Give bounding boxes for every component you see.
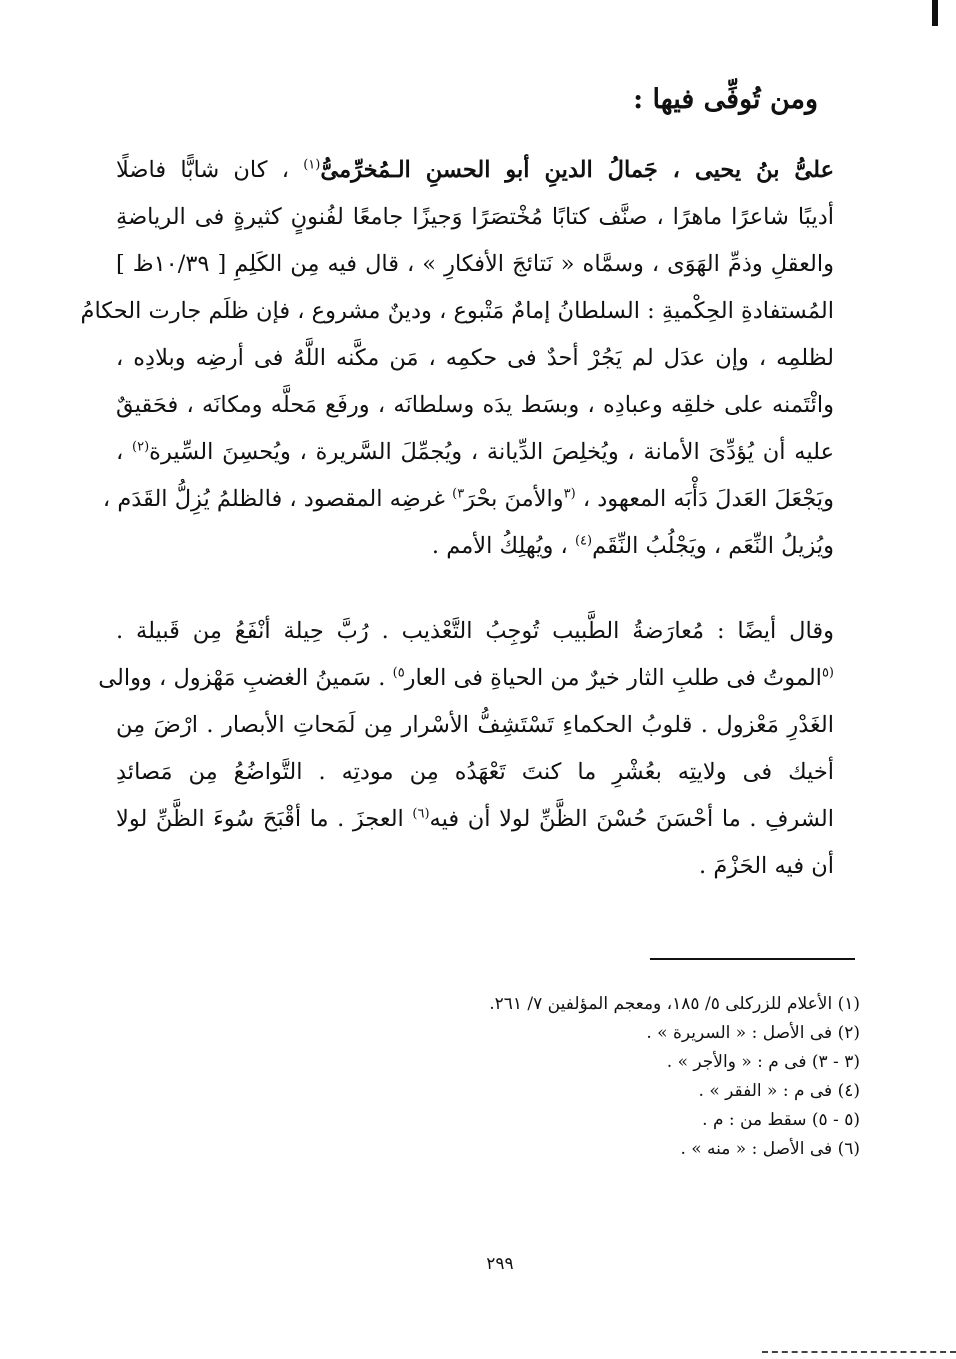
footnote-marker: (١)	[303, 157, 321, 173]
corner-mark	[932, 0, 938, 26]
text-span: . سَمينُ الغضبِ مَهْزول ، ووالى	[98, 665, 393, 691]
text-line: وقال أيضًا : مُعارَضةُ الطَّبيب تُوجِبُ التَّعْذيب . رُبَّ حِيلة أنْفَعُ مِن قَبيلة .	[116, 618, 834, 644]
text-span: العجزَ . ما أقْبَحَ سُوءَ الظَّنِّ لولا	[116, 806, 413, 832]
text-span: الموتُ فى طلبِ الثار خيرٌ من الحياةِ فى العار	[404, 665, 822, 691]
footnote-marker: (٦)	[412, 806, 430, 822]
text-span: غرضِه المقصود ، فالظلمُ يُزِلُّ القَدَم ،	[102, 486, 453, 512]
footnote-divider	[650, 958, 855, 960]
footnote: (٣ - ٣) فى م : « والأجر » .	[666, 1052, 860, 1072]
text-line	[116, 796, 834, 842]
text-line: أن فيه الحَزْمَ .	[699, 853, 834, 879]
text-line: المُستفادةِ الحِكْميةِ : السلطانُ إمامٌ مَتْبوع ، ودينٌ مشروع ، فإن ظلَم جارت الحكامُ	[80, 298, 834, 324]
footnote-marker: ٣)	[452, 486, 465, 502]
text-span: ، ويُهلِكُ الأمم .	[431, 533, 575, 559]
text-line	[116, 147, 834, 193]
footnote: (٤) فى م : « الفقر » .	[698, 1081, 860, 1101]
text-span: ويُزيلُ النِّعَم ، ويَجْلُبُ النِّقَم	[592, 533, 834, 559]
scan-edge-dashes	[762, 1351, 956, 1353]
text-span: والأمنَ بحْرَ	[464, 486, 564, 512]
text-span: ،	[116, 439, 133, 465]
text-line: أخيك فى ولايتِه بعُشْرِ ما كنتَ تَعْهَدُه مِن مودتِه . التَّواضُعُ مِن مَصائدِ	[116, 759, 834, 785]
page-number: ٢٩٩	[486, 1254, 514, 1274]
footnote-marker: (٢)	[132, 439, 150, 455]
footnote-marker: ٥)	[392, 665, 405, 681]
text-line	[102, 476, 834, 522]
text-line: أديبًا شاعرًا ماهرًا ، صنَّف كتابًا مُخْتصَرًا وَجيزًا جامعًا لفُنونٍ كثيرةٍ فى الرياضةِ	[116, 204, 834, 230]
footnote-marker: (٤)	[574, 533, 593, 549]
text-line	[116, 523, 834, 569]
person-name: علىُّ بنُ يحيى ، جَمالُ الدينِ أبو الحسنِ الـمُخرِّمىُّ	[320, 157, 834, 183]
text-line: لظلمِه ، وإن عدَل لم يَجُرْ أحدٌ فى حكمِه ، مَن مكَّنه اللَّهُ فى أرضِه وبلادِه ،	[116, 345, 834, 371]
footnotes-list	[489, 990, 860, 1164]
footnote: (١) الأعلام للزركلى ٥/ ١٨٥، ومعجم المؤلفين ٧/ ٢٦١.	[489, 994, 860, 1014]
text-span: عليه أن يُؤدِّىَ الأمانة ، ويُخلِصَ الدِّيانة ، ويُجمِّلَ السَّريرة ، ويُحسِنَ السِّيرة	[149, 439, 835, 465]
section-heading: ومن تُوفِّى فيها :	[633, 84, 818, 115]
footnote-marker: (٣	[563, 486, 576, 502]
footnote: (٥ - ٥) سقط من : م .	[702, 1110, 860, 1130]
text-line	[116, 429, 834, 475]
footnote: (٢) فى الأصل : « السريرة » .	[646, 1023, 860, 1043]
text-span: ويَجْعَلَ العَدلَ دَأْبَه المعهود ،	[575, 486, 834, 512]
text-line: الغَدْرِ مَعْزول . قلوبُ الحكماءِ تَسْتَشِفُّ الأسْرار مِن لَمَحاتِ الأبصار . ارْضَ مِن	[116, 712, 834, 738]
text-line	[98, 655, 834, 701]
text-span: الشرفِ . ما أحْسَنَ حُسْنَ الظَّنِّ لولا أن فيه	[429, 806, 835, 832]
text-span: ، كان شابًّا فاضلًا	[116, 157, 304, 183]
text-line: والعقلِ وذمِّ الهَوَى ، وسمَّاه « نَتائجَ الأفكارِ » ، قال فيه مِن الكَلِمِ [ ١٠/٣٩ظ ]	[116, 251, 834, 277]
footnote: (٦) فى الأصل : « منه » .	[680, 1139, 860, 1159]
text-line: وائْتَمنه على خلقِه وعبادِه ، وبسَط يدَه وسلطانَه ، ورفَع مَحلَّه ومكانَه ، فحَقيقٌ	[116, 392, 834, 418]
footnote-marker: (٥	[821, 665, 834, 681]
